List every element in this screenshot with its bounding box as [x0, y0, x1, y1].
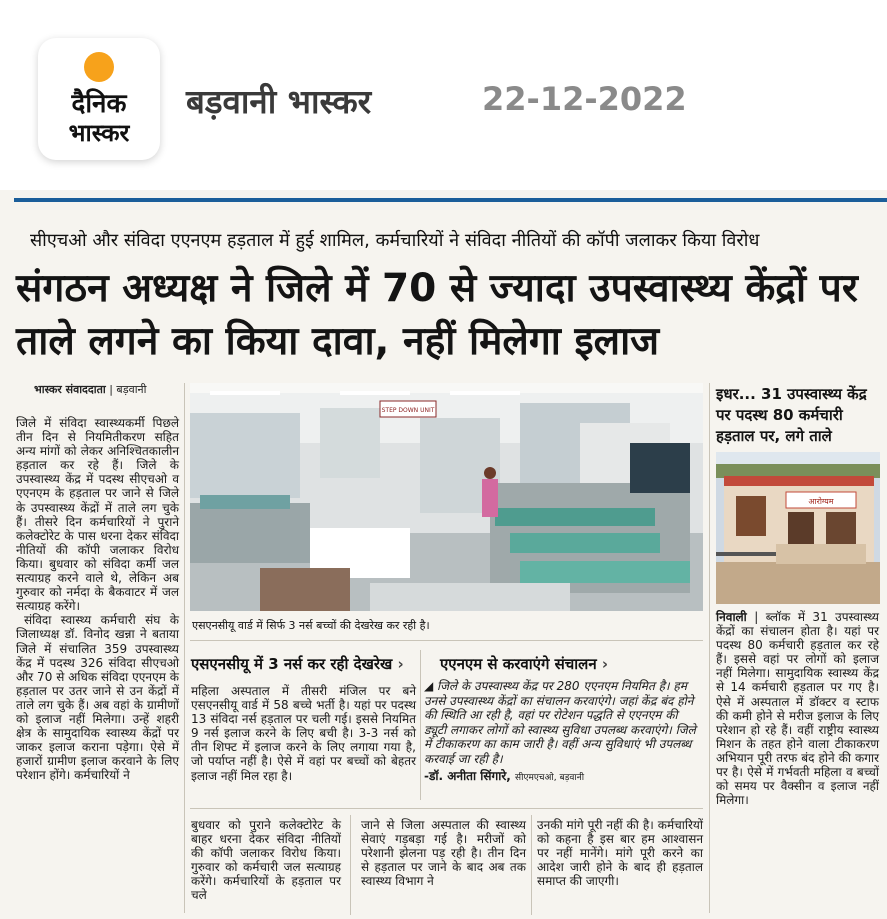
- col1-paragraph-2: संविदा स्वास्थ्य कर्मचारी संघ के जिलाध्यक्ष डॉ. विनोद खन्ना ने बताया जिले में संचालित 359 उपस्वास्थ्य केंद्र में पदस्थ 326 संविदा सीएचओ और 70 से अधिक संविदा एएनएम के हड़ताल पर उतर जाने से उन केंद्रों में ताले लग चुके हैं। अब वहां के ग्रामीणों को इलाज नहीं मिलेगा। उन्हें शहरी क्षेत्र के सामुदायिक स्वास्थ्य केंद्रों पर जाकर इलाज कराना पड़ेगा। ऐसे में हजारों ग्रामीण इलाज करवाने के लिए परेशान होंगे। कर्मचारियों ने: [16, 613, 179, 783]
- sun-icon: [84, 52, 114, 82]
- bottom-column-3: उनकी मांगे पूरी नहीं की है। कर्मचारियों को कहना है इस बार हम आश्वासन पर नहीं मानेंगे। मांगे पूरी करने का आदेश जारी होने के बाद ही हड़ताल समाप्त की जाएगी।: [537, 818, 703, 889]
- health-centre-photo: [716, 452, 880, 604]
- subhead-anm-text: एएनएम से करवाएंगे संचालन: [440, 655, 597, 673]
- edition-title: बड़वानी भास्कर: [186, 82, 372, 121]
- byline-reporter: भास्कर संवाददाता: [34, 383, 106, 396]
- quote-author: -डॉ. अनीता सिंगारे,: [424, 768, 511, 783]
- quote-body: जिले के उपस्वास्थ्य केंद्र पर 280 एएनएम नियमित है। हम उनसे उपस्वास्थ्य केंद्रों का संचालन करवाएंगे। जहां केंद्र बंद होने की स्थिति आ रही है, वहां पर रोटेशन पद्धति से एएनएम की ड्यूटी लगाकर लोगों को स्वास्थ्य सुविधा उपलब्ध करवाएंगे। जिले में टीकाकरण का काम जारी है। वहीं अन्य सुविधाएं भी उपलब्ध करवाई जा रही है।: [424, 679, 696, 766]
- byline: [34, 382, 147, 397]
- column-divider: [709, 383, 710, 913]
- cmho-quote-box: [424, 679, 703, 793]
- photo-caption: एसएनसीयू वार्ड में सिर्फ 3 नर्स बच्चों की देखरेख कर रही है।: [192, 619, 430, 632]
- subhead-snu: [191, 654, 404, 674]
- logo-text-line1: दैनिक: [71, 89, 127, 119]
- column-divider: [531, 815, 532, 915]
- sidebar-lead: निवाली: [716, 610, 747, 624]
- quote-role: सीएमएचओ, बड़वानी: [515, 772, 585, 783]
- article-headline: संगठन अध्यक्ष ने जिले में 70 से ज्यादा उपस्वास्थ्य केंद्रों पर ताले लगने का किया दावा, नहीं मिलेगा इलाज: [16, 266, 858, 364]
- quote-text: [424, 679, 703, 767]
- app-header: [0, 0, 887, 190]
- column-1: [16, 416, 179, 782]
- centre-sign-text: आरोग्यम: [808, 497, 834, 506]
- column-divider: [350, 815, 351, 915]
- dainik-bhaskar-logo[interactable]: [38, 38, 160, 160]
- column-divider: [420, 650, 421, 800]
- quote-marker-icon: ◢: [424, 679, 438, 693]
- subhead-anm: [440, 654, 608, 674]
- subhead-snu-text: एसएनसीयू में 3 नर्स कर रही देखरेख: [191, 655, 393, 673]
- edition-date: 22-12-2022: [482, 80, 687, 118]
- section-divider: [190, 640, 703, 641]
- sidebar-body: ब्लॉक में 31 उपस्वास्थ्य केंद्रों का संचालन होता है। यहां पर पदस्थ 80 कर्मचारी हड़ताल कर रहे हैं। इससे वहां पर लोगों को इलाज नहीं मिलेगा। सामुदायिक स्वास्थ्य केंद्र से 14 कर्मचारी हड़ताल पर गए है। ऐसे में अस्पताल में डॉक्टर व स्टाफ की कमी होने से मरीज इलाज के लिए परेशान हो रहे हैं। वहीं राष्ट्रीय स्वास्थ्य मिशन के तहत होने वाला टीकाकरण अभियान पूरी तरफ बंद होने की कगार पर है। ऐसे में गर्भवती महिला व बच्चों को समय पर वैक्सीन व इलाज नहीं मिलेगा।: [716, 610, 880, 808]
- byline-separator: |: [109, 383, 113, 396]
- arrow-icon: ›: [601, 655, 609, 673]
- byline-place: बड़वानी: [116, 383, 147, 396]
- logo-text-line2: भास्कर: [68, 119, 130, 147]
- sidebar-headline: इधर... 31 उपस्वास्थ्य केंद्र पर पदस्थ 80 कर्मचारी हड़ताल पर, लगे ताले: [716, 385, 867, 445]
- sidebar-separator: |: [754, 610, 766, 624]
- col1-paragraph-1: जिले में संविदा स्वास्थ्यकर्मी पिछले तीन दिन से नियमितीकरण सहित अन्य मांगों को लेकर अनिश्चितकालीन हड़ताल कर रहे हैं। जिले के उपस्वास्थ्य केंद्र में पदस्थ सीएचओ व एएनएम के हड़ताल पर जाने से जिले के उपस्वास्थ्य केंद्रों में ताले लग चुके हैं। तीसरे दिन कर्मचारियों ने पुराने कलेक्टोरेट के पास धरना देकर संविदा नीतियों की कॉपी जलाकर विरोध किया। बुधवार को संविदा कर्मी जल सत्याग्रह करने वाले थे, लेकिन अब गुरुवार को नर्मदा के बैकवाटर में जल सत्याग्रह करेंगे।: [16, 416, 179, 614]
- snu-paragraph: महिला अस्पताल में तीसरी मंजिल पर बने एसएनसीयू वार्ड में 58 बच्चे भर्ती है। यहां पर पदस्थ 13 संविदा नर्स हड़ताल पर चली गई। इससे नियमित 9 नर्स इलाज करने के लिए बची है। 3-3 नर्स को तीन शिफ्ट में इलाज करने के लिए लगाया गया है, जो पर्याप्त नहीं है। ऐसे में वहां पर बच्चों को बेहतर इलाज नहीं मिल रहा है।: [191, 684, 416, 783]
- ward-sign-text: STEP DOWN UNIT: [381, 407, 435, 414]
- bottom-column-1: बुधवार को पुराने कलेक्टोरेट के बाहर धरना देकर संविदा नीतियों की कॉपी जलाकर विरोध किया। गुरुवार को कर्मचारी जल सत्याग्रह करेंगे। कर्मचारियों के हड़ताल पर चले: [191, 818, 341, 903]
- section-divider: [190, 808, 703, 809]
- sidebar-text: [716, 610, 879, 807]
- column-divider: [184, 383, 185, 913]
- quote-signature: [424, 767, 703, 784]
- snu-ward-photo: [190, 383, 703, 611]
- bottom-column-2: जाने से जिला अस्पताल की स्वास्थ्य सेवाएं गड़बड़ा गई है। मरीजों को परेशानी झेलना पड़ रही है। तीन दिन से हड़ताल पर जाने के बाद अब तक स्वास्थ्य विभाग ने: [361, 818, 526, 889]
- article-kicker: सीएचओ और संविदा एएनएम हड़ताल में हुई शामिल, कर्मचारियों ने संविदा नीतियों की कॉपी जलाकर किया विरोध: [30, 230, 760, 251]
- top-rule: [14, 198, 887, 202]
- arrow-icon: ›: [397, 655, 404, 673]
